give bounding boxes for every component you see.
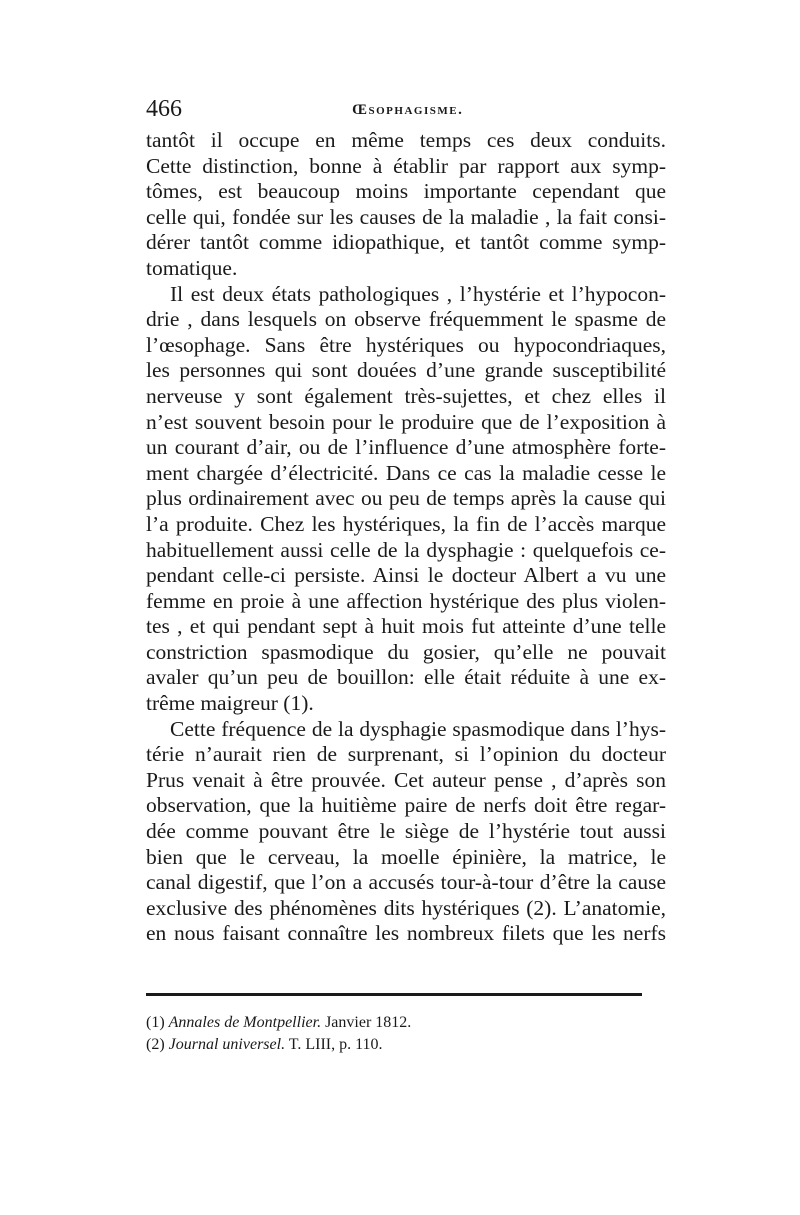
text-line: observation, que la huitième paire de nerfs doit être regar- [146, 793, 666, 818]
text-line: en nous faisant connaître les nombreux filets que les nerfs [146, 921, 666, 946]
running-head: Œsophagisme. [352, 102, 464, 118]
text-line: constriction spasmodique du gosier, qu’elle ne pouvait [146, 639, 666, 664]
text-line: dérer tantôt comme idiopathique, et tantôt comme symp- [146, 230, 666, 255]
text-line: celle qui, fondée sur les causes de la maladie , la fait consi- [146, 204, 666, 229]
text-line: l’a produite. Chez les hystériques, la fin de l’accès marque [146, 511, 666, 536]
text-line: Il est deux états pathologiques , l’hystérie et l’hypocon- [170, 281, 666, 306]
text-line: tes , et qui pendant sept à huit mois fut atteinte d’une telle [146, 614, 666, 639]
text-line: nerveuse y sont également très-sujettes, et chez elles il [146, 383, 666, 408]
text-line: Prus venait à être prouvée. Cet auteur pense , d’après son [146, 767, 666, 792]
text-line: drie , dans lesquels on observe fréquemment le spasme de [146, 307, 666, 332]
text-line: dée comme pouvant être le siège de l’hystérie tout aussi [146, 819, 666, 844]
text-line: trême maigreur (1). [146, 691, 314, 716]
text-line: l’œsophage. Sans être hystériques ou hypocondriaques, [146, 332, 666, 357]
text-line: un courant d’air, ou de l’influence d’une atmosphère forte- [146, 435, 666, 460]
text-line: habituellement aussi celle de la dysphagie : quelquefois ce- [146, 537, 666, 562]
footnotes [146, 1012, 666, 1056]
body-text [146, 128, 666, 947]
text-line: pendant celle-ci persiste. Ainsi le docteur Albert a vu une [146, 563, 666, 588]
footnote-marker: (2) [146, 1036, 165, 1053]
footnote-source-title: Journal universel. [168, 1036, 286, 1053]
text-line: les personnes qui sont douées d’une grande susceptibilité [146, 358, 666, 383]
text-line: n’est souvent besoin pour le produire que de l’exposition à [146, 409, 666, 434]
page-header [146, 96, 666, 126]
text-line: tantôt il occupe en même temps ces deux conduits. [146, 128, 666, 152]
text-line: plus ordinairement avec ou peu de temps après la cause qui [146, 486, 666, 511]
text-line: ment chargée d’électricité. Dans ce cas la maladie cesse le [146, 460, 666, 485]
footnote-marker: (1) [146, 1014, 165, 1031]
footnote-source-detail: Janvier 1812. [321, 1014, 412, 1031]
text-line: bien que le cerveau, la moelle épinière, la matrice, le [146, 844, 666, 869]
footnote-divider [146, 993, 642, 996]
text-line: Cette fréquence de la dysphagie spasmodique dans l’hys- [170, 716, 666, 741]
text-line: tomatique. [146, 255, 238, 280]
text-line: Cette distinction, bonne à établir par rapport aux symp- [146, 153, 666, 178]
text-line: exclusive des phénomènes dits hystériques (2). L’anatomie, [146, 895, 666, 920]
text-line: femme en proie à une affection hystérique des plus violen- [146, 588, 666, 613]
footnote-source-title: Annales de Montpellier. [168, 1014, 322, 1031]
footnote-1 [146, 1012, 666, 1034]
page-number: 466 [146, 96, 182, 122]
text-line: térie n’aurait rien de surprenant, si l’opinion du docteur [146, 742, 666, 767]
text-line: tômes, est beaucoup moins importante cependant que [146, 179, 666, 204]
text-line: avaler qu’un peu de bouillon: elle était réduite à une ex- [146, 665, 666, 690]
text-line: canal digestif, que l’on a accusés tour-à-tour d’être la cause [146, 870, 666, 895]
footnote-source-detail: T. LIII, p. 110. [285, 1036, 383, 1053]
footnote-2 [146, 1034, 666, 1056]
